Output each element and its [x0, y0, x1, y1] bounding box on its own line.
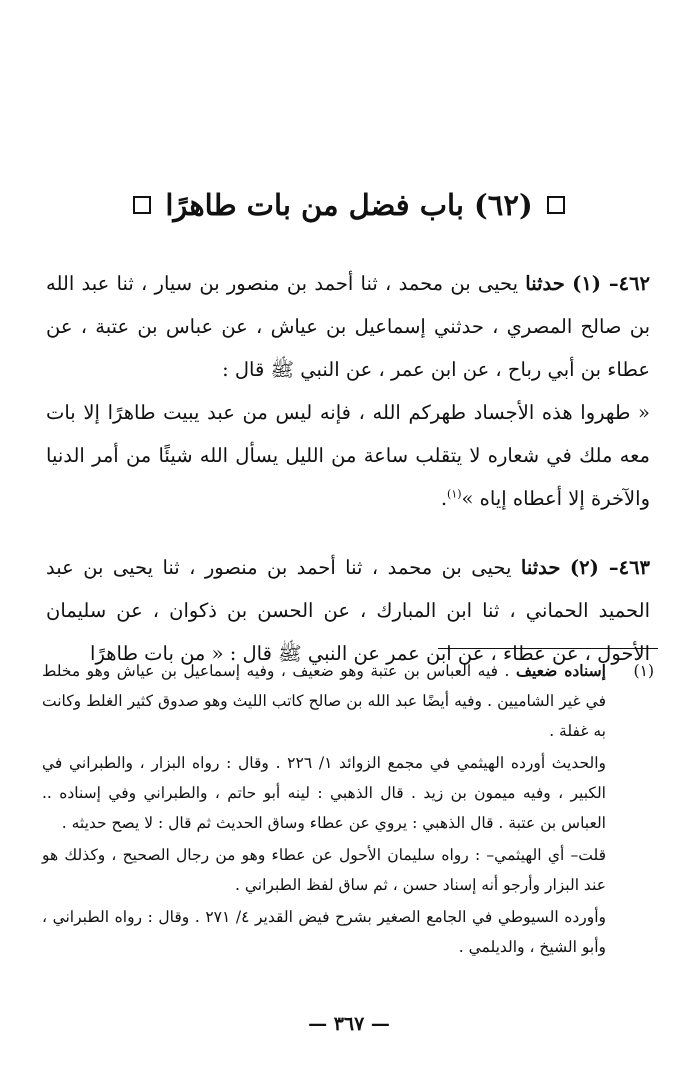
footnote-verdict: إسناده ضعيف [515, 661, 606, 680]
hadith-keyword: حدثنا [520, 556, 561, 579]
footnote-paragraph: والحديث أورده الهيثمي في مجمع الزوائد ١/ ٢٢٦ . وقال : رواه البزار ، والطبراني في الكبير ، وفيه ميمون بن زيد . قال الذهبي : لينه أبو حاتم ، والطبراني وفي إسناده .. العباس بن عتبة . قال الذهبي : يروي عن عطاء وساق الحديث ثم قال : لا يصح حديثه . [42, 754, 606, 832]
hadith-keyword: حدثنا [525, 272, 565, 295]
footnote-paragraph: قلت– أي الهيثمي– : رواه سليمان الأحول عن عطاء وهو من رجال الصحيح ، وكذلك هو عند البزار وأرجو أنه إسناد حسن ، ثم ساق لفظ الطبراني . [42, 846, 606, 894]
hadith-end-period: . [440, 487, 448, 510]
chapter-heading [0, 188, 698, 222]
hadith-matn: « طهروا هذه الأجساد طهركم الله ، فإنه ليس من عبد يبيت طاهرًا إلا بات معه ملك في شعاره لا يتقلب ساعة من الليل يسأل الله شيئًا من أمر الدنيا والآخرة إلا أعطاه إياه » [46, 401, 650, 510]
footnote-body [42, 656, 606, 964]
footnote-text: . فيه العباس بن عتبة وهو ضعيف ، وفيه إسماعيل بن عياش وهو مخلط في غير الشاميين . وفيه أيضًا عبد الله بن صالح كاتب الليث وهو صدوق كثير الغلط وكانت به غفلة . [42, 662, 606, 740]
hadith-isnad: يحيى بن محمد ، ثنا أحمد بن منصور ، ثنا يحيى بن عبد الحميد الحماني ، ثنا ابن المبارك ، عن الحسن بن ذكوان ، عن سليمان الأحول ، عن عطاء ، عن ابن عمر عن النبي ﷺ قال : « من بات طاهرًا [46, 556, 650, 665]
footnote-1 [42, 656, 654, 964]
footnotes [42, 656, 654, 964]
page-number: — ٣٦٧ — [308, 1013, 390, 1035]
footnote-reference[interactable]: (١) [447, 487, 462, 501]
hadith-isnad: يحيى بن محمد ، ثنا أحمد بن منصور بن سيار ، ثنا عبد الله بن صالح المصري ، حدثني إسماعيل بن عياش ، عن عباس بن عتبة ، عن عطاء بن أبي رباح ، عن ابن عمر ، عن النبي ﷺ قال : [46, 272, 650, 381]
hadith-number: ٤٦٣– (٢) [569, 556, 651, 579]
chapter-title: (٦٢) باب فضل من بات طاهرًا [165, 188, 533, 222]
footnote-mark: (١) [633, 662, 654, 680]
hadith-number: ٤٦٢– (١) [572, 272, 651, 295]
footnote-paragraph [42, 656, 606, 746]
square-ornament-icon [547, 196, 565, 214]
square-ornament-icon [133, 196, 151, 214]
footnote-paragraph: وأورده السيوطي في الجامع الصغير بشرح فيض القدير ٤/ ٢٧١ . وقال : رواه الطبراني ، وأبو الشيخ ، والديلمي . [42, 908, 606, 956]
main-text [46, 262, 650, 675]
hadith-462 [46, 262, 650, 520]
footnote-divider [438, 648, 658, 649]
